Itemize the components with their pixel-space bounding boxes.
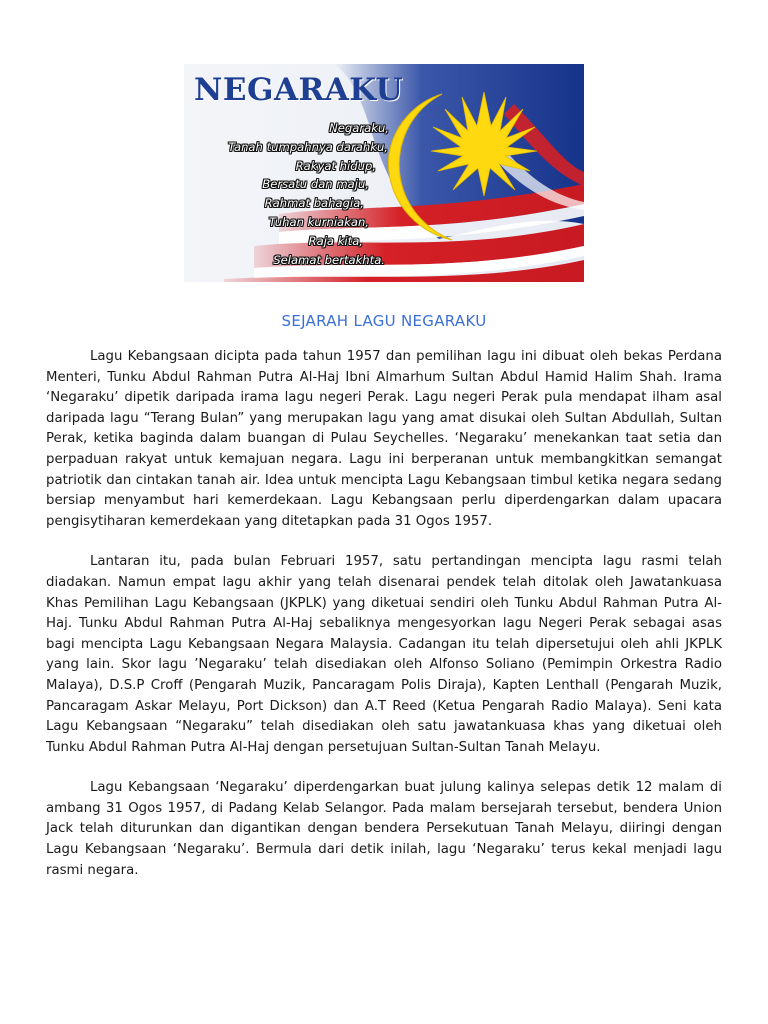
lyric-line: Tuhan kurniakan, — [268, 214, 369, 229]
lyric-line: Bersatu dan maju, — [262, 177, 369, 192]
lyric-line: Raja kita, — [308, 233, 363, 248]
lyric-line: Rakyat hidup, — [295, 158, 376, 173]
document-body — [46, 347, 722, 901]
document-heading: SEJARAH LAGU NEGARAKU — [281, 312, 487, 331]
lyric-line: Selamat bertakhta. — [273, 252, 385, 267]
lyric-line: Negaraku, — [329, 121, 389, 135]
paragraph: Lagu Kebangsaan dicipta pada tahun 1957 dan pemilihan lagu ini dibuat oleh bekas Perdana Menteri, Tunku Abdul Rahman Putra Al-Haj Ibni Almarhum Sultan Abdul Hamid Halim Shah. Irama ‘Negaraku’ dipetik daripada irama lagu negeri Perak. Lagu negeri Perak pula mendapat ilham asal daripada lagu “Terang Bulan” yang merupakan lagu yang amat disukai oleh Sultan Abdullah, Sultan Perak, ketika baginda dalam buangan di Pulau Seychelles. ‘Negaraku’ menekankan taat setia dan perpaduan rakyat untuk kemajuan negara. Lagu ini berperanan untuk membangkitkan semangat patriotik dan cintakan tanah air. Idea untuk mencipta Lagu Kebangsaan timbul ketika negara sedang bersiap menyambut hari kemerdekaan. Lagu Kebangsaan perlu diperdengarkan dalam upacara pengisytiharan kemerdekaan yang ditetapkan pada 31 Ogos 1957. — [46, 349, 722, 529]
banner-lyrics — [184, 119, 388, 269]
paragraph: Lantaran itu, pada bulan Februari 1957, satu pertandingan mencipta lagu rasmi telah diadakan. Namun empat lagu akhir yang telah disenarai pendek telah ditolak oleh Jawatankuasa Khas Pemilihan Lagu Kebangsaan (JKPLK) yang diketuai sendiri oleh Tunku Abdul Rahman Putra Al-Haj. Tunku Abdul Rahman Putra Al-Haj sebaliknya mengesyorkan lagu Negeri Perak sebagai asas bagi mencipta Lagu Kebangsaan Negara Malaysia. Cadangan itu telah dipersetujui oleh ahli JKPLK yang lain. Skor lagu ’Negaraku’ telah disediakan oleh Alfonso Soliano (Pemimpin Orkestra Radio Malaya), D.S.P Croff (Pengarah Muzik, Pancaragam Polis Diraja), Kapten Lenthall (Pengarah Muzik, Pancaragam Askar Melayu, Port Dickson) dan A.T Reed (Ketua Pengarah Radio Malaya). Seni kata Lagu Kebangsaan “Negaraku” telah disediakan oleh satu jawatankuasa khas yang diketuai oleh Tunku Abdul Rahman Putra Al-Haj dengan persetujuan Sultan-Sultan Tanah Melayu. — [46, 554, 722, 755]
banner-title: NEGARAKU — [194, 72, 404, 108]
lyric-line: Rahmat bahagia, — [264, 196, 364, 211]
negaraku-banner-image — [184, 64, 584, 282]
lyric-line: Tanah tumpahnya darahku, — [228, 139, 388, 154]
paragraph: Lagu Kebangsaan ‘Negaraku’ diperdengarkan buat julung kalinya selepas detik 12 malam di ambang 31 Ogos 1957, di Padang Kelab Selangor. Pada malam bersejarah tersebut, bendera Union Jack telah diturunkan dan digantikan dengan bendera Persekutuan Tanah Melayu, diiringi dengan Lagu Kebangsaan ‘Negaraku’. Bermula dari detik inilah, lagu ‘Negaraku’ terus kekal menjadi lagu rasmi negara. — [46, 780, 722, 878]
